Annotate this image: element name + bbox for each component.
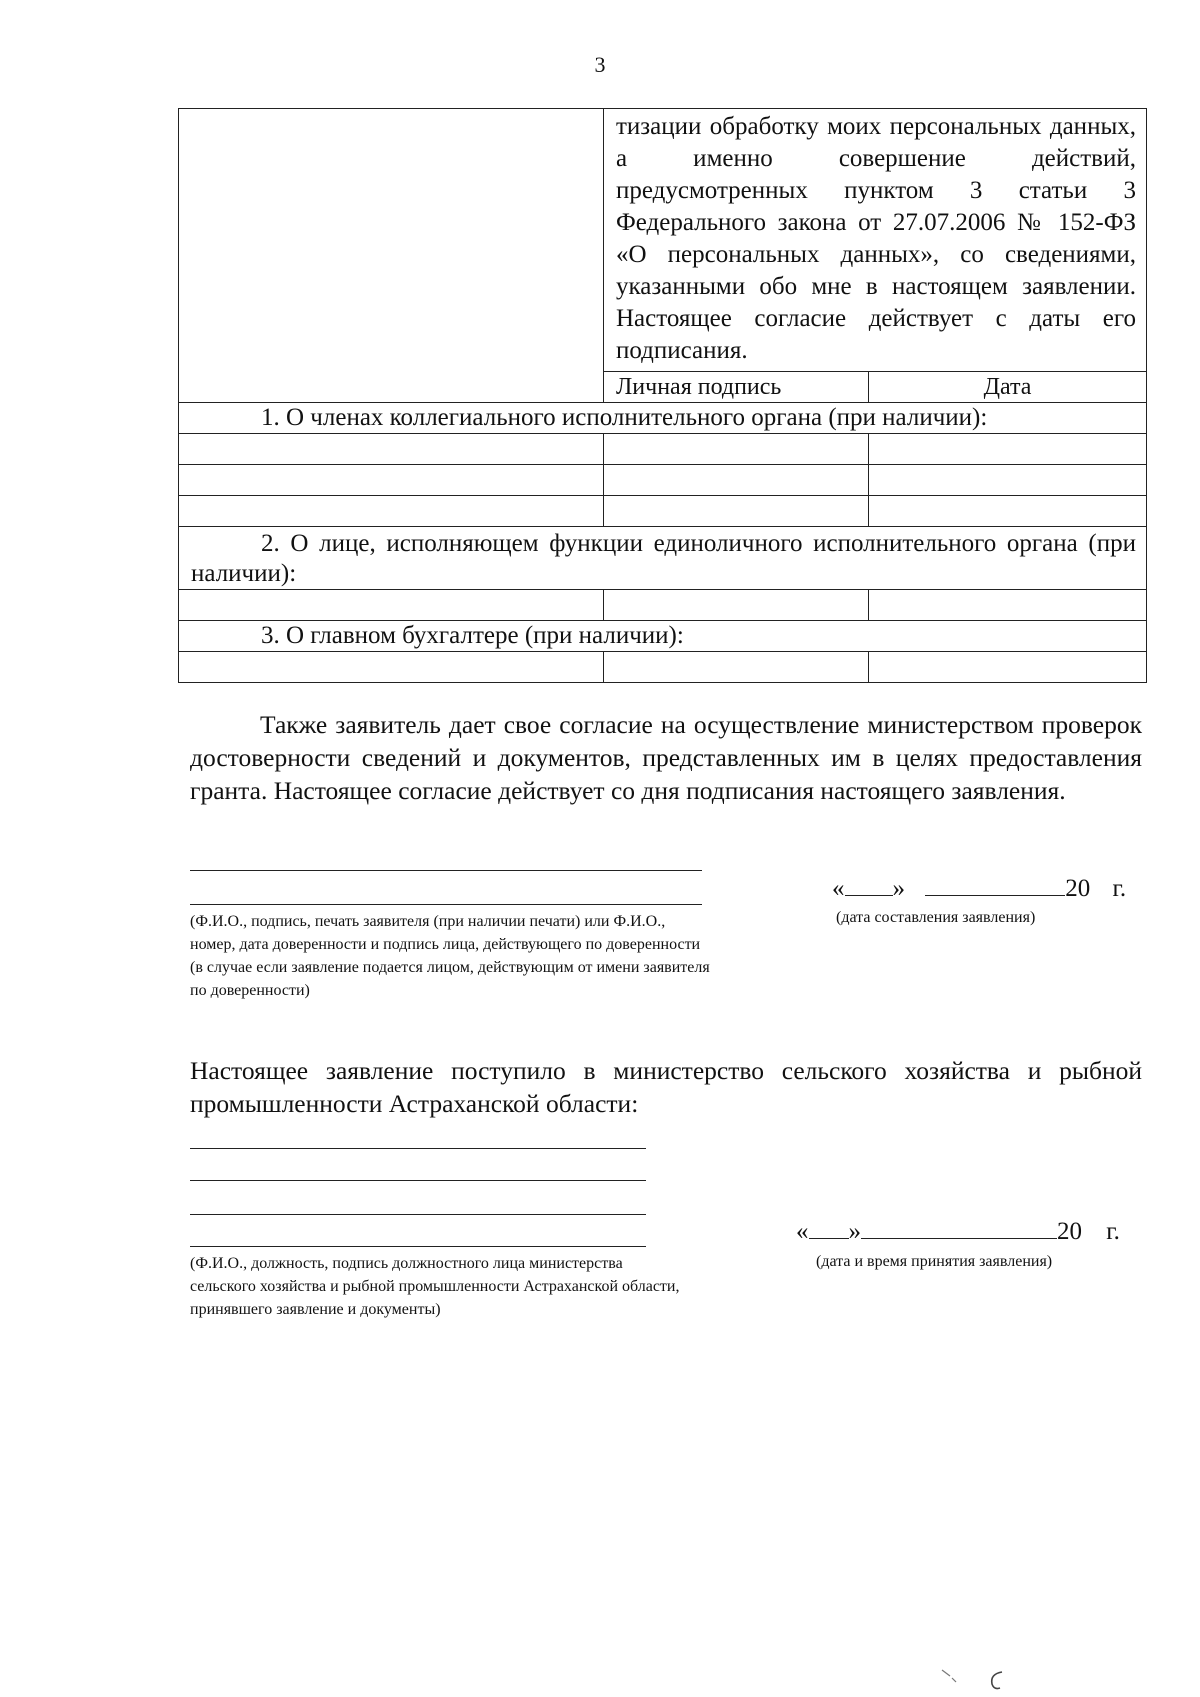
input-cell[interactable] xyxy=(604,496,869,527)
input-cell[interactable] xyxy=(604,652,869,683)
input-cell[interactable] xyxy=(869,434,1147,465)
acceptance-date-caption: (дата и время принятия заявления) xyxy=(816,1253,1053,1270)
input-cell[interactable] xyxy=(869,652,1147,683)
input-cell[interactable] xyxy=(179,590,604,621)
year-prefix: 20 xyxy=(1065,875,1091,902)
official-signature-caption: (Ф.И.О., должность, подпись должностного лица министерства сельского хозяйства и рыбной промышленности Астраханской области, принявшего заявление и документы) xyxy=(190,1255,680,1318)
official-signature-line[interactable] xyxy=(190,1148,646,1149)
pen-mark-icon xyxy=(940,1668,1010,1692)
application-form-table xyxy=(178,108,1146,683)
table-row xyxy=(179,465,1147,496)
input-cell[interactable] xyxy=(179,465,604,496)
table-row xyxy=(179,496,1147,527)
official-signature-line[interactable] xyxy=(190,1246,646,1247)
input-cell[interactable] xyxy=(179,496,604,527)
date-close-quote: » xyxy=(892,875,905,902)
applicant-signature-caption: (Ф.И.О., подпись, печать заявителя (при наличии печати) или Ф.И.О., номер, дата доверенности и подпись лица, действующего по доверенности (в случае если заявление подается лицом, действующим от имени заявителя по доверенности) xyxy=(190,913,710,999)
application-date-field[interactable] xyxy=(832,873,1126,904)
received-paragraph: Настоящее заявление поступило в министерство сельского хозяйства и рыбной промышленности Астраханской области: xyxy=(190,1056,1142,1118)
official-signature-line[interactable] xyxy=(190,1180,646,1181)
signature-column-header: Личная подпись xyxy=(604,372,869,403)
month-blank[interactable] xyxy=(861,1216,1057,1239)
application-date-caption: (дата составления заявления) xyxy=(836,909,1036,926)
day-blank[interactable] xyxy=(809,1216,849,1239)
year-suffix: г. xyxy=(1112,875,1127,902)
input-cell[interactable] xyxy=(179,434,604,465)
input-cell[interactable] xyxy=(604,434,869,465)
table-row xyxy=(179,434,1147,465)
input-cell[interactable] xyxy=(604,465,869,496)
page-number: 3 xyxy=(594,52,606,77)
date-column-header: Дата xyxy=(869,372,1147,403)
applicant-signature-line[interactable] xyxy=(190,904,702,905)
date-open-quote: « xyxy=(832,875,845,902)
day-blank[interactable] xyxy=(845,873,893,896)
input-cell[interactable] xyxy=(604,590,869,621)
input-cell[interactable] xyxy=(869,590,1147,621)
applicant-signature-line[interactable] xyxy=(190,870,702,871)
section3-title: 3. О главном бухгалтере (при наличии): xyxy=(179,621,1147,652)
table-row xyxy=(179,590,1147,621)
section2-title: 2. О лице, исполняющем функции единоличного исполнительного органа (при наличии): xyxy=(179,527,1147,590)
month-blank[interactable] xyxy=(925,873,1065,896)
input-cell[interactable] xyxy=(179,652,604,683)
input-cell[interactable] xyxy=(869,465,1147,496)
date-open-quote: « xyxy=(796,1218,809,1245)
acceptance-date-field[interactable] xyxy=(796,1216,1120,1247)
year-prefix: 20 xyxy=(1057,1218,1082,1245)
official-signature-line[interactable] xyxy=(190,1214,646,1215)
empty-left-cell xyxy=(179,109,604,403)
date-close-quote: » xyxy=(848,1218,861,1245)
personal-data-consent-text: тизации обработку моих персональных данных, а именно совершение действий, предусмотренных пунктом 3 статьи 3 Федерального закона от 27.07.2006 № 152-ФЗ «О персональных данных», со сведениями, указанными обо мне в настоящем заявлении. Настоящее согласие действует с даты его подписания. xyxy=(604,109,1147,372)
table-row xyxy=(179,652,1147,683)
input-cell[interactable] xyxy=(869,496,1147,527)
section1-title: 1. О членах коллегиального исполнительного органа (при наличии): xyxy=(179,403,1147,434)
year-suffix: г. xyxy=(1106,1218,1120,1245)
verification-consent-paragraph: Также заявитель дает свое согласие на осуществление министерством проверок достоверности сведений и документов, представленных им в целях предоставления гранта. Настоящее согласие действует со дня подписания настоящего заявления. xyxy=(190,710,1142,805)
